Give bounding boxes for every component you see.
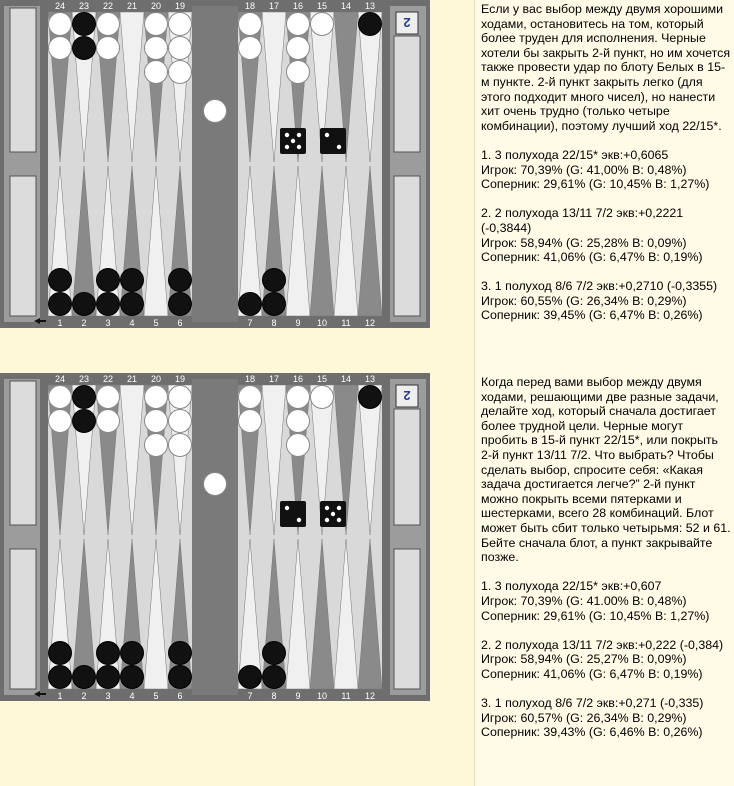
move-option-2: 2. 2 полухода 13/11 7/2 экв:+0,2221 (-0,3844) Игрок: 58,94% (G: 25,28% B: 0,09%) Соперник: 41,06% (G: 6,47% B: 0,19%) [481,206,703,265]
white-checker[interactable] [287,37,310,60]
point-number-bottom: 10 [316,691,328,701]
black-checker[interactable] [49,666,72,689]
point-number-bottom: 2 [81,318,87,328]
white-checker[interactable] [145,386,168,409]
point-number-bottom: 3 [105,691,111,701]
die [320,501,346,527]
white-checker[interactable] [287,386,310,409]
point-number-top: 18 [244,1,256,11]
die [280,501,306,527]
tray-slot-top-right [394,409,420,525]
right-half [238,385,382,689]
explanation-text: Если у вас выбор между двумя хорошими ходами, остановитесь на том, который более труден для исполнения. Черные хотели бы закрыть 2-й пункт, но им хочется также провести удар по блоту Белых в 15-м пункте. 2-й пункт закрыть легко (для этого подходит много чисел), но нанести хит очень трудно (только четыре комбинации), поэтому лучший ход 22/15*. [481,2,731,133]
white-checker[interactable] [239,386,262,409]
black-checker[interactable] [121,269,144,292]
black-checker[interactable] [263,642,286,665]
bar-white-checker[interactable] [204,473,227,496]
white-checker[interactable] [97,386,120,409]
white-checker[interactable] [287,410,310,433]
die-pip [325,518,329,522]
die-pip [337,518,341,522]
point-number-top: 21 [126,1,138,11]
black-checker[interactable] [359,386,382,409]
point-number-top: 18 [244,374,256,384]
black-checker[interactable] [239,293,262,316]
black-checker[interactable] [121,666,144,689]
white-checker[interactable] [169,386,192,409]
point-number-top: 23 [78,1,90,11]
explanation-text: Когда перед вами выбор между двумя ходами, решающими две разные задачи, делайте ход, который сначала достигает более трудной цели. Черные могут пробить в 15-й пункт 22/15*, или покрыть 2-й пункт 13/11 7/2. Что выбрать? Чтобы сделать выбор, спросите себя: «Какая задача достигается легче?” 2-й пункт можно покрыть всеми пятерками и шестерками, всего 28 комбинаций. Блот может быть сбит только четырьмя: 52 и 61. Бейте сначала блот, а пункт закрывайте позже. [481,375,731,565]
point-number-top: 13 [364,1,376,11]
black-checker[interactable] [121,293,144,316]
black-checker[interactable] [73,37,96,60]
white-checker[interactable] [145,434,168,457]
point-number-top: 24 [54,374,66,384]
point-number-top: 20 [150,374,162,384]
white-checker[interactable] [169,37,192,60]
point-number-bottom: 5 [153,318,159,328]
die [320,128,346,154]
point-number-bottom: 2 [81,691,87,701]
black-checker[interactable] [97,269,120,292]
doubling-cube[interactable] [396,12,418,34]
black-checker[interactable] [263,293,286,316]
point-number-bottom: 6 [177,691,183,701]
white-checker[interactable] [145,37,168,60]
left-half [48,385,192,689]
point-number-bottom: 11 [341,318,351,328]
cube-value: 2 [403,388,411,403]
black-checker[interactable] [73,410,96,433]
point-number-bottom: 4 [129,691,135,701]
point-number-bottom: 7 [247,691,253,701]
point-number-bottom: 10 [316,318,328,328]
move-option-2: 2. 2 полухода 13/11 7/2 экв:+0,222 (-0,384) Игрок: 58,94% (G: 25,27% B: 0,09%) Соперник: 41,06% (G: 6,47% B: 0,19%) [481,637,724,681]
point-number-top: 17 [268,374,280,384]
die-pip [337,506,341,510]
point-number-bottom: 9 [295,318,301,328]
black-checker[interactable] [73,386,96,409]
black-checker[interactable] [359,13,382,36]
point-number-bottom: 12 [364,318,376,328]
black-checker[interactable] [169,666,192,689]
die-face [320,128,346,154]
die-pip [325,133,329,137]
white-checker[interactable] [97,13,120,36]
point-number-top: 14 [340,374,352,384]
move-option-1: 1. 3 полухода 22/15* экв:+0,607 Игрок: 70,39% (G: 41.00% B: 0,48%) Соперник: 29,61% (G: 10,45% B: 1,27%) [481,579,710,623]
black-checker[interactable] [169,642,192,665]
white-checker[interactable] [311,386,334,409]
left-half [48,12,192,316]
point-number-bottom: 9 [295,691,301,701]
point-number-top: 15 [316,374,328,384]
black-checker[interactable] [97,293,120,316]
black-checker[interactable] [169,269,192,292]
tray-slot-top [10,381,36,525]
white-checker[interactable] [49,13,72,36]
die-pip [331,512,335,516]
tray-slot-bottom-right [394,176,420,316]
point-number-top: 19 [174,1,186,11]
analysis-panel-1 [474,0,734,373]
point-number-bottom: 12 [364,691,376,701]
white-checker[interactable] [169,61,192,84]
white-checker[interactable] [239,37,262,60]
white-checker[interactable] [239,13,262,36]
white-checker[interactable] [49,386,72,409]
white-checker[interactable] [145,13,168,36]
point-number-top: 16 [292,374,304,384]
backgammon-board[interactable] [0,373,430,701]
black-checker[interactable] [97,642,120,665]
point-number-top: 16 [292,1,304,11]
die-pip [285,133,289,137]
black-checker[interactable] [49,642,72,665]
black-checker[interactable] [49,269,72,292]
white-checker[interactable] [145,61,168,84]
point-number-top: 21 [126,374,138,384]
white-checker[interactable] [287,13,310,36]
point-number-bottom: 8 [271,691,277,701]
white-checker[interactable] [169,434,192,457]
point-number-top: 15 [316,1,328,11]
puzzle-section-2 [0,373,734,786]
tray-slot-top [10,8,36,152]
white-checker[interactable] [97,410,120,433]
point-number-bottom: 11 [341,691,351,701]
black-checker[interactable] [73,293,96,316]
white-checker[interactable] [169,410,192,433]
die-pip [297,133,301,137]
point-number-top: 14 [340,1,352,11]
board-area-2 [0,373,474,786]
black-checker[interactable] [263,269,286,292]
point-number-top: 23 [78,374,90,384]
die [280,128,306,154]
direction-arrow-shaft [40,693,46,695]
die-pip [285,145,289,149]
cube-value: 2 [403,15,411,30]
black-checker[interactable] [121,642,144,665]
point-number-top: 22 [102,374,114,384]
tray-slot-bottom [10,176,36,316]
point-number-bottom: 8 [271,318,277,328]
black-checker[interactable] [73,666,96,689]
point-number-bottom: 6 [177,318,183,328]
point-number-top: 19 [174,374,186,384]
die-pip [337,145,341,149]
die-pip [285,506,289,510]
white-checker[interactable] [49,410,72,433]
white-checker[interactable] [287,434,310,457]
tray-slot-bottom [10,549,36,689]
point-number-top: 20 [150,1,162,11]
direction-arrow-shaft [40,320,46,322]
move-option-3: 3. 1 полуход 8/6 7/2 экв:+0,2710 (-0,3355) Игрок: 60,55% (G: 26,34% B: 0,29%) Соперник: 39,45% (G: 6,47% B: 0,26%) [481,279,718,323]
board-area-1 [0,0,474,373]
point-number-top: 13 [364,374,376,384]
black-checker[interactable] [49,293,72,316]
point-number-bottom: 1 [57,691,63,701]
die-pip [291,139,295,143]
bar [192,6,238,322]
black-checker[interactable] [239,666,262,689]
black-checker[interactable] [73,13,96,36]
analysis-panel-2 [474,373,734,786]
move-option-3: 3. 1 полуход 8/6 7/2 экв:+0,271 (-0,335) Игрок: 60,57% (G: 26,34% B: 0,29%) Соперник: 39,43% (G: 6,46% B: 0,26%) [481,696,704,740]
white-checker[interactable] [287,61,310,84]
black-checker[interactable] [263,666,286,689]
die-pip [297,518,301,522]
point-number-bottom: 7 [247,318,253,328]
right-half [238,12,382,316]
white-checker[interactable] [311,13,334,36]
backgammon-board[interactable] [0,0,430,328]
point-number-bottom: 1 [57,318,63,328]
point-number-bottom: 5 [153,691,159,701]
point-number-top: 17 [268,1,280,11]
point-number-bottom: 3 [105,318,111,328]
die-pip [297,145,301,149]
point-number-top: 22 [102,1,114,11]
bar [192,379,238,695]
point-number-bottom: 4 [129,318,135,328]
die-face [280,501,306,527]
bar-white-checker[interactable] [204,100,227,123]
die-pip [325,506,329,510]
white-checker[interactable] [169,13,192,36]
white-checker[interactable] [239,410,262,433]
black-checker[interactable] [97,666,120,689]
point-number-top: 24 [54,1,66,11]
move-option-1: 1. 3 полухода 22/15* экв:+0,6065 Игрок: 70,39% (G: 41,00% B: 0,48%) Соперник: 29,61% (G: 10,45% B: 1,27%) [481,147,710,192]
white-checker[interactable] [97,37,120,60]
black-checker[interactable] [169,293,192,316]
tray-slot-bottom-right [394,549,420,689]
white-checker[interactable] [49,37,72,60]
white-checker[interactable] [145,410,168,433]
tray-slot-top-right [394,36,420,152]
doubling-cube[interactable] [396,385,418,407]
puzzle-section-1 [0,0,734,373]
